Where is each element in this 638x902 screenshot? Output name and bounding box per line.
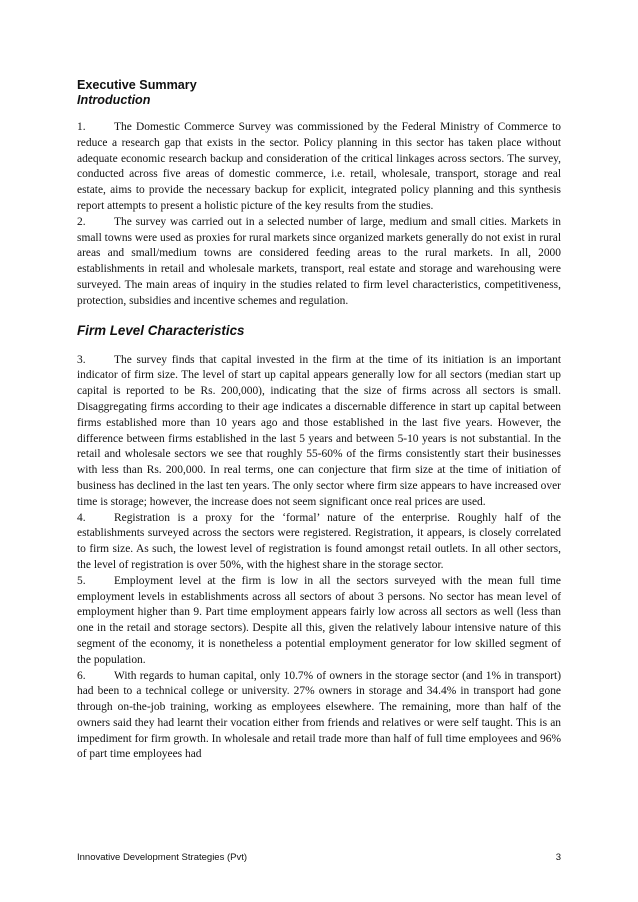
paragraph-number: 5. [77, 574, 86, 587]
paragraph-1 [77, 120, 561, 215]
paragraph-2 [77, 215, 561, 310]
footer-organization: Innovative Development Strategies (Pvt) [77, 852, 248, 863]
paragraph-6 [77, 669, 561, 764]
paragraph-3 [77, 353, 561, 511]
section-heading: Firm Level Characteristics [77, 322, 245, 338]
page-number: 3 [555, 852, 561, 863]
document-heading: Executive Summary [77, 78, 197, 92]
paragraph-number: 2. [77, 215, 86, 228]
paragraph-text: Registration is a proxy for the ‘formal’ nature of the enterprise. Roughly half of the establishments surveyed across the sectors were registered. Registration, it appears, is closely correlated to firm size. As such, the lowest level of registration is found amongst retail outlets. In all other sectors, the level of registration is over 50%, with the highest share in the storage sector. [77, 511, 561, 571]
paragraph-number: 1. [77, 121, 86, 133]
paragraph-text: The Domestic Commerce Survey was commissioned by the Federal Ministry of Commerce to reduce a research gap that exists in the sector. Policy planning in this sector has taken place without adequate economic research backup and consideration of the critical linkages across sectors. The survey, conducted across five areas of domestic commerce, i.e. retail, wholesale, transport, storage and real estate, aims to provide the necessary backup for explicit, integrated policy planning and this synthesis report attempts to present a holistic picture of the key results from the studies. [77, 121, 561, 212]
paragraph-4 [77, 511, 561, 574]
paragraph-5 [77, 574, 561, 669]
paragraph-text: The survey was carried out in a selected number of large, medium and small cities. Markets in small towns were used as proxies for rural markets since organized markets generally do not exist in rural areas and small/medium towns are considered feeding areas to the rural markets. In all, 2000 establishments in retail and wholesale markets, transport, real estate and storage and warehousing were surveyed. The main areas of inquiry in the studies related to firm level characteristics, competitiveness, protection, subsidies and incentive schemes and regulation. [77, 215, 561, 307]
page-content [77, 78, 561, 763]
paragraph-text: Employment level at the firm is low in all the sectors surveyed with the mean full time employment levels in establishments across all sectors of about 3 persons. No sector has mean level of employment higher than 9. Part time employment appears fairly low across all sectors as well (less than one in the retail and storage sectors). Despite all this, given the relatively labour intensive nature of this segment of the economy, it is nonetheless a potential employment generator for low skilled segment of the population. [77, 574, 561, 666]
paragraph-number: 4. [77, 511, 86, 524]
paragraph-number: 3. [77, 353, 86, 366]
paragraph-text: With regards to human capital, only 10.7% of owners in the storage sector (and 1% in transport) had been to a technical college or university. 27% owners in storage and 34.4% in transport had gone through on-the-job training, working as employees elsewhere. The remaining, more than half of the owners said they had learnt their vocation either from friends and relatives or were self taught. This is an impediment for firm growth. In wholesale and retail trade more than half of full time employees and 96% of part time employees had [77, 669, 561, 761]
paragraph-text: The survey finds that capital invested in the firm at the time of its initiation is an important indicator of firm size. The level of start up capital appears generally low for all sectors (median start up capital is reported to be Rs. 200,000), indicating that the size of firms across all sectors is small. Disaggregating firms according to their age indicates a discernable difference in start up capital between firms established more than 10 years ago and those established in the last five years. However, the difference between firms established in the last 5 years and between 5-10 years is not substantial. In the retail and wholesale sectors we see that roughly 55-60% of the firms consistently start their businesses with less than Rs. 200,000. In real terms, one can conjecture that firm size at the time of initiation of business has declined in the last ten years. The only sector where firm size appears to have increased over time is storage; however, the increase does not seem significant once real prices are used. [77, 353, 561, 508]
paragraph-number: 6. [77, 669, 86, 682]
introduction-heading: Introduction [77, 93, 151, 107]
